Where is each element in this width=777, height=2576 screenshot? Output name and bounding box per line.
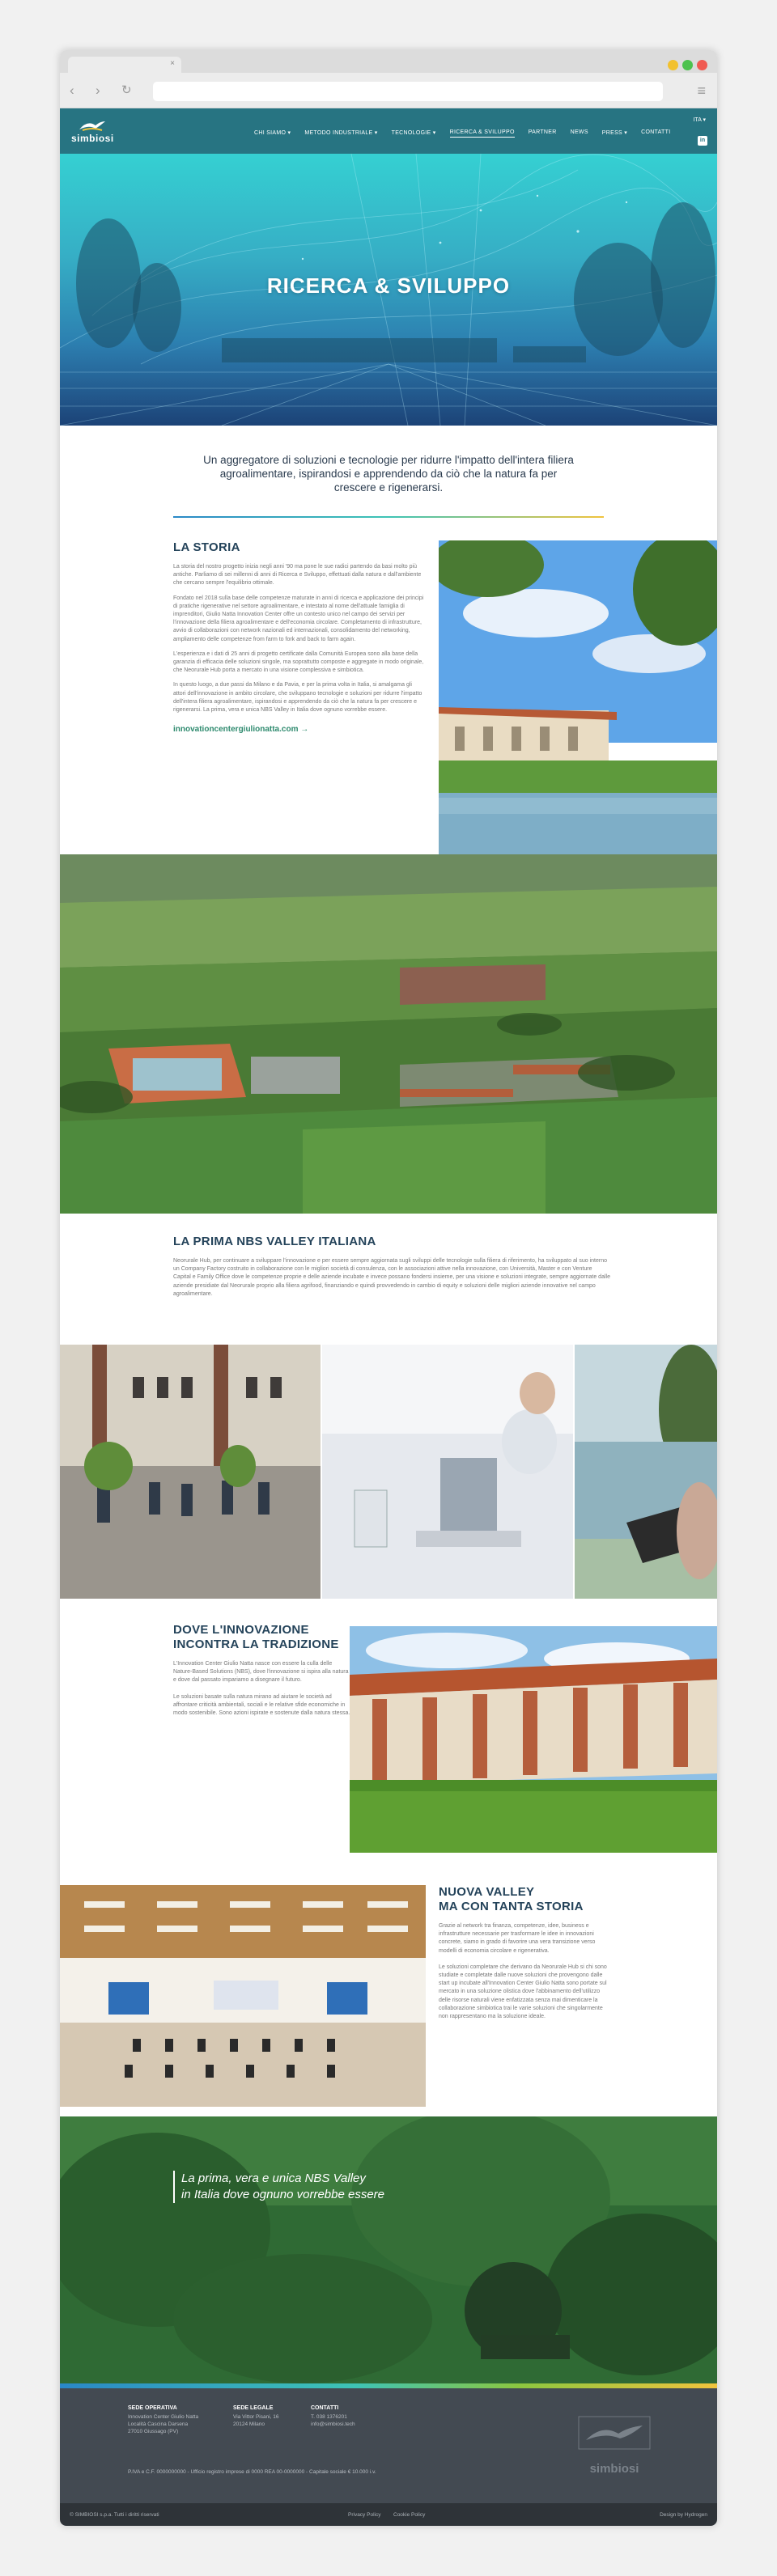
logo-text: simbiosi [71,133,114,144]
nuova-valley-paragraph-2: Le soluzioni completare che derivano da Neorurale Hub si chi sono studiate e completate dalle nuove soluzioni che provengono dalle start up incubate all'Innovation Center Giulio Natta sono portate sul mercato in una soluzione olistica dove l'abbinamento dell'utilizzo delle risorse naturali viene enfatizzata senza mai dimenticare la collaborazione simbiotica trai le varie soluzioni che singolarmente non rappresentano ma la soluzione ideale. [439,1964,607,2020]
footer-legal-note: P.IVA e C.F. 0000000000 - Ufficio registro imprese di 0000 REA 00-0000000 - Capitale sociale € 10.000 i.v. [128,2469,376,2475]
hamburger-menu-icon[interactable]: ≡ [697,83,706,99]
tradizione-paragraph-2: Le soluzioni basate sulla natura mirano ad aiutare le società ad affrontare criticità ambientali, sociali e le relative sfide economiche in modo sostenibile. Sono azioni ispirate e sostenute dalla natura stessa. [173,1693,350,1717]
footer-phone[interactable]: T. 038 1376201 [311,2414,347,2420]
page-title: RICERCA & SVILUPPO [266,273,511,298]
menu-item-press[interactable]: PRESS ▾ [601,130,628,136]
footer-col1-line: Innovation Center Giulio Natta [128,2414,199,2420]
nuova-valley-title-line-1: NUOVA VALLEY [439,1885,535,1899]
browser-tab-bar [60,50,717,73]
footer-col2-line: Via Vittor Pisani, 16 [233,2414,279,2420]
minimize-icon[interactable] [668,60,678,70]
footer-sede-legale [233,2404,279,2428]
portico-photo [350,1626,717,1853]
privacy-policy-link[interactable]: Privacy Policy [348,2512,381,2518]
browser-window [60,50,717,2526]
tradizione-title-line-2: INCONTRA LA TRADIZIONE [173,1638,339,1651]
footer-col3-title: CONTATTI [311,2405,339,2411]
reload-icon[interactable]: ↻ [121,83,132,97]
forward-icon[interactable]: › [96,83,100,98]
menu-item-tecnologie[interactable]: TECNOLOGIE ▾ [391,130,436,136]
quote-text [173,2171,416,2203]
browser-toolbar [60,73,717,108]
address-bar[interactable] [153,82,663,101]
footer-col1-title: SEDE OPERATIVA [128,2405,177,2411]
valley-title: LA PRIMA NBS VALLEY ITALIANA [173,1235,376,1248]
footer-contatti [311,2404,355,2428]
site-header [60,108,717,154]
close-tab-icon[interactable]: × [170,59,175,68]
menu-item-chi-siamo[interactable]: CHI SIAMO ▾ [254,130,291,136]
tradizione-section [60,1599,717,1885]
nuova-valley-section [60,1885,717,2116]
tradizione-title-line-1: DOVE L'INNOVAZIONE [173,1623,309,1637]
footer-email[interactable]: info@simbiosi.tech [311,2421,355,2427]
quote-line-2: in Italia dove ognuno vorrebbe essere [181,2188,385,2201]
nuova-valley-title-line-2: MA CON TANTA STORIA [439,1900,584,1913]
site-footer [60,2388,717,2503]
story-title: LA STORIA [173,540,240,554]
story-paragraph-1: La storia del nostro progetto inizia negli anni '90 ma pone le sue radici partendo da basi molto più antiche. Parliamo di sei millenni di anni di Ricerca e Sviluppo, effettuati dalla natura e dall'ambiente che cercano sempre l'equilibrio ottimale. [173,564,422,587]
close-window-icon[interactable] [697,60,707,70]
footer-logo[interactable] [578,2416,651,2476]
language-selector[interactable]: ITA ▾ [693,117,706,123]
browser-tab[interactable] [68,57,181,73]
intro-text: Un aggregatore di soluzioni e tecnologie per ridurre l'impatto dell'intera filiera agroalimentare, ispirandosi e apprendendo da ciò che la natura fa per crescere e rigenerarsi. [203,454,574,494]
story-website-link[interactable]: innovationcentergiulionatta.com → [173,725,309,735]
menu-item-metodo[interactable]: METODO INDUSTRIALE ▾ [304,130,378,136]
intro-section [60,426,717,540]
quote-background-photo [60,2116,717,2383]
menu-item-ricerca[interactable]: RICERCA & SVILUPPO [450,129,515,138]
farmhouse-photo [439,540,717,854]
footer-logo-text: simbiosi [589,2462,639,2476]
copyright-text: © SIMBIOSI s.p.a. Tutti i diritti riservati [70,2512,159,2518]
menu-item-partner[interactable]: PARTNER [528,129,557,135]
footer-sede-operativa [128,2404,198,2435]
menu-item-news[interactable]: NEWS [570,129,588,135]
aerial-section [60,854,717,1214]
site-logo[interactable] [71,118,113,144]
menu-item-contatti[interactable]: CONTATTI [641,129,671,135]
aerial-farm-photo [60,854,717,1214]
photo-gallery [60,1345,717,1599]
conference-hall-photo [60,1885,426,2107]
hero-banner [60,154,717,426]
main-menu [254,129,670,138]
cookie-policy-link[interactable]: Cookie Policy [393,2512,426,2518]
footer-col1-line: 27010 Giussago (PV) [128,2429,179,2434]
quote-banner [60,2116,717,2383]
valley-text: Neorurale Hub, per continuare a sviluppare l'innovazione e per essere sempre aggiornata sugli sviluppi delle tecnologie sulla filiera di riferimento, ha sviluppato al suo interno un Company Factory costruito in collaborazione con le migliori società di consulenza, con le associazioni attive nella innovazione, con Università, Master e con Venture Capital e Family Office dove le competenze proprie e delle aziende incubate e invece possano fondersi insieme, per una visione e soluzioni integrate, sempre aggiornate dalle aziende presidiate dal Neorurale proprio alla filiera agrifood, finanziando e quindi provvedendo in cambio di equity e soluzioni delle migliori aziende innovative nel campo agroalimentare. [173,1258,610,1297]
linkedin-icon[interactable]: in [698,136,707,146]
footer-col2-line: 20124 Milano [233,2421,265,2427]
bird-logo-icon [78,118,107,133]
gallery-photos [60,1345,717,1599]
footer-col2-title: SEDE LEGALE [233,2405,274,2411]
footer-bird-logo-icon [578,2416,651,2456]
gradient-divider [173,516,604,518]
back-icon[interactable]: ‹ [70,83,74,98]
quote-line-1: La prima, vera e unica NBS Valley [181,2171,366,2185]
story-paragraph-2: Fondato nel 2018 sulla base delle competenze maturate in anni di ricerca e applicazione dei principi di pratiche rigenerative nel settore agroalimentare, e intestato al nome dell'attuale famiglia di imprenditori, Giulio Natta Innovation Center offre un contesto unico nel campo dei servizi per l'innovazione della filiera agroalimentare e dell'economia circolare. Completamento di infrastrutture, avvio di collaborazioni con network nazionali ed internazionali, consolidamento del networking, ampliamento delle competenze from farm to fork and back to farm again. [173,595,424,642]
bottom-bar [60,2503,717,2526]
design-credit[interactable]: Design by Hydrogen [660,2512,707,2518]
story-section [60,540,717,854]
maximize-icon[interactable] [682,60,693,70]
footer-col1-line: Località Cascina Darsena [128,2421,189,2427]
nuova-valley-paragraph-1: Grazie al network tra finanza, competenze, idee, business e infrastrutture necessarie per trasformare le idee in innovazioni concrete, siamo in grado di favorire una vera transizione verso modelli di economia circolare e rigenerativa. [439,1923,596,1954]
nbs-valley-section [60,1214,717,1345]
story-paragraph-3: L'esperienza e i dati di 25 anni di progetto certificate dalla Comunità Europea sono alla base della garanzia di efficacia delle soluzioni singole, ma soprattutto composte e aggregate in modo originale, che Neorurale Hub porta a mercato in una visione complessiva e simbiotica. [173,650,424,674]
tradizione-paragraph-1: L'Innovation Center Giulio Natta nasce con essere la culla delle Nature-Based Solutions (NBS), dove l'innovazione si ispira alla natura e dove dal passato impariamo a disegnare il futuro. [173,1661,349,1684]
story-paragraph-4: In questo luogo, a due passi da Milano e da Pavia, e per la prima volta in Italia, si amalgama gli attori dell'innovazione in ambito circolare, che sviluppano tecnologie e soluzioni per ridurre l'impatto dell'intera filiera agroalimentare, ispirandosi e apprendendo da ciò che la natura fa per crescere e rigenerarsi. La prima, vera e unica NBS Valley in Italia dove ognuno vorrebbe essere. [173,682,422,714]
